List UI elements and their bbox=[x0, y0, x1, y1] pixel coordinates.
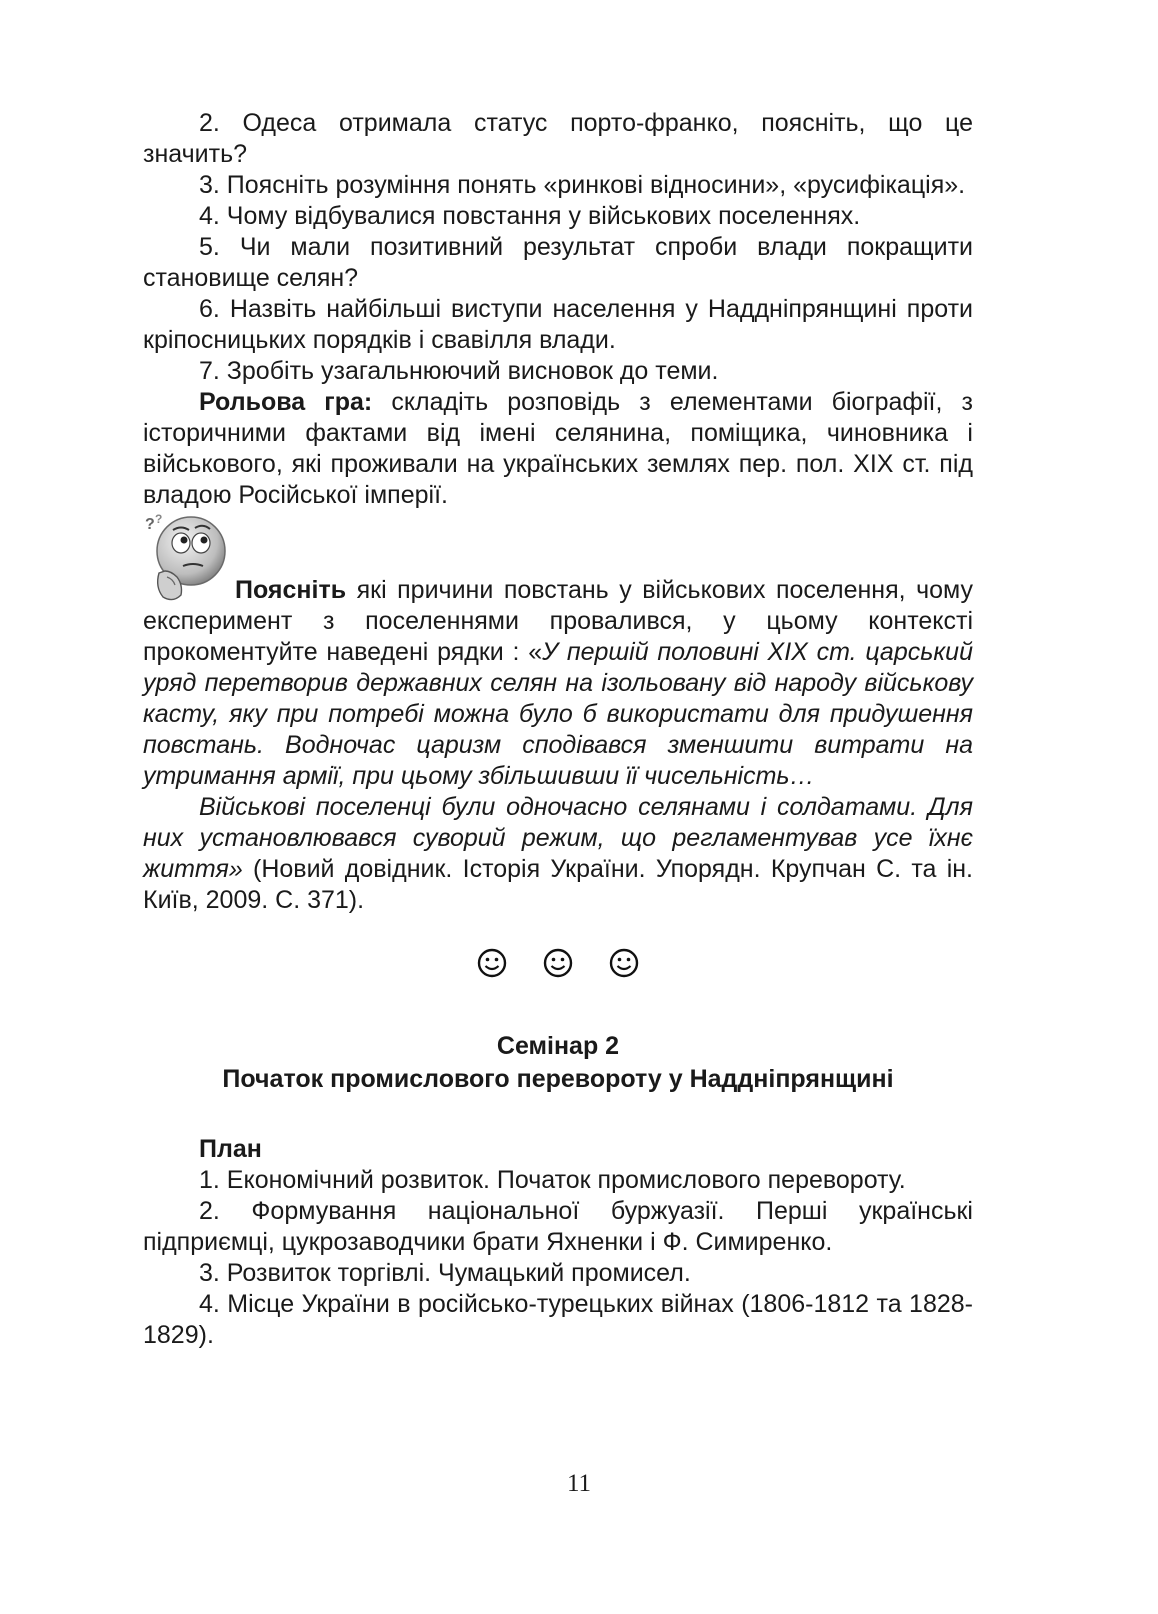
smiley-icon bbox=[543, 948, 573, 978]
plan-item: 1. Економічний розвиток. Початок промислового перевороту. bbox=[199, 1166, 906, 1194]
role-play-label: Рольова гра: bbox=[199, 388, 373, 416]
question-item: 6. Назвіть найбільші виступи населення у Наддніпрянщині проти кріпосницьких порядків і свавілля влади. bbox=[143, 295, 973, 354]
role-play-paragraph bbox=[143, 387, 973, 511]
plan-item: 3. Розвиток торгівлі. Чумацький промисел. bbox=[199, 1259, 691, 1287]
explain-text: які причини повстань у військових поселення, чому експеримент з поселеннями провалився, у цьому контексті прокоментуйте наведені рядки : « bbox=[143, 576, 973, 666]
plan-item: 2. Формування національної буржуазії. Перші українські підприємці, цукрозаводчики брати Яхненки і Ф. Симиренко. bbox=[143, 1197, 973, 1256]
question-item: 5. Чи мали позитивний результат спроби влади покращити становище селян? bbox=[143, 233, 973, 292]
page-content bbox=[143, 108, 973, 1351]
question-item: 7. Зробіть узагальнюючий висновок до теми. bbox=[199, 357, 719, 385]
plan-list bbox=[143, 1165, 973, 1351]
citation: (Новий довідник. Історія України. Упорядн. Крупчан С. та ін. Київ, 2009. С. 371). bbox=[143, 855, 973, 914]
plan-title: План bbox=[199, 1135, 262, 1163]
question-item: 3. Поясніть розуміння понять «ринкові відносини», «русифікація». bbox=[199, 171, 966, 199]
quote-paragraph bbox=[143, 792, 973, 916]
question-item: 2. Одеса отримала статус порто-франко, поясніть, що це значить? bbox=[143, 109, 973, 168]
smiley-icon bbox=[609, 948, 639, 978]
plan-item: 4. Місце України в російсько-турецьких війнах (1806-1812 та 1828-1829). bbox=[143, 1290, 973, 1349]
quote-text: У першій половині XIX ст. царський уряд перетворив державних селян на ізольовану від народу військову касту, яку при потребі можна було б використати для придушення повстань. Водночас царизм сподівався зменшити витрати на утримання армії, при цьому збільшивши її чисельність… bbox=[143, 638, 973, 790]
svg-text:?: ? bbox=[145, 516, 155, 533]
seminar-title: Початок промислового перевороту у Наддніпрянщині bbox=[222, 1065, 894, 1093]
explain-block bbox=[143, 512, 973, 916]
role-play-text: складіть розповідь з елементами біографії, з історичними фактами від імені селянина, поміщика, чиновника і військового, які проживали на українських землях пер. пол. XIX ст. під владою Російської імперії. bbox=[143, 388, 973, 509]
smiley-separator bbox=[143, 948, 973, 988]
thinking-face-icon bbox=[137, 509, 229, 605]
question-item: 4. Чому відбувалися повстання у військових поселеннях. bbox=[199, 202, 861, 230]
svg-text:?: ? bbox=[155, 512, 163, 526]
page-number: 11 bbox=[566, 1470, 592, 1497]
quote-text-2: Військові поселенці були одночасно селянами і солдатами. Для них установлювався суворий режим, що регламентував усе їхнє життя» bbox=[143, 793, 973, 883]
explain-paragraph bbox=[143, 575, 973, 792]
questions-list bbox=[143, 108, 973, 387]
smiley-icon bbox=[477, 948, 507, 978]
explain-label: Поясніть bbox=[235, 576, 347, 604]
seminar-number: Семінар 2 bbox=[496, 1032, 620, 1060]
seminar-heading bbox=[143, 1030, 973, 1096]
